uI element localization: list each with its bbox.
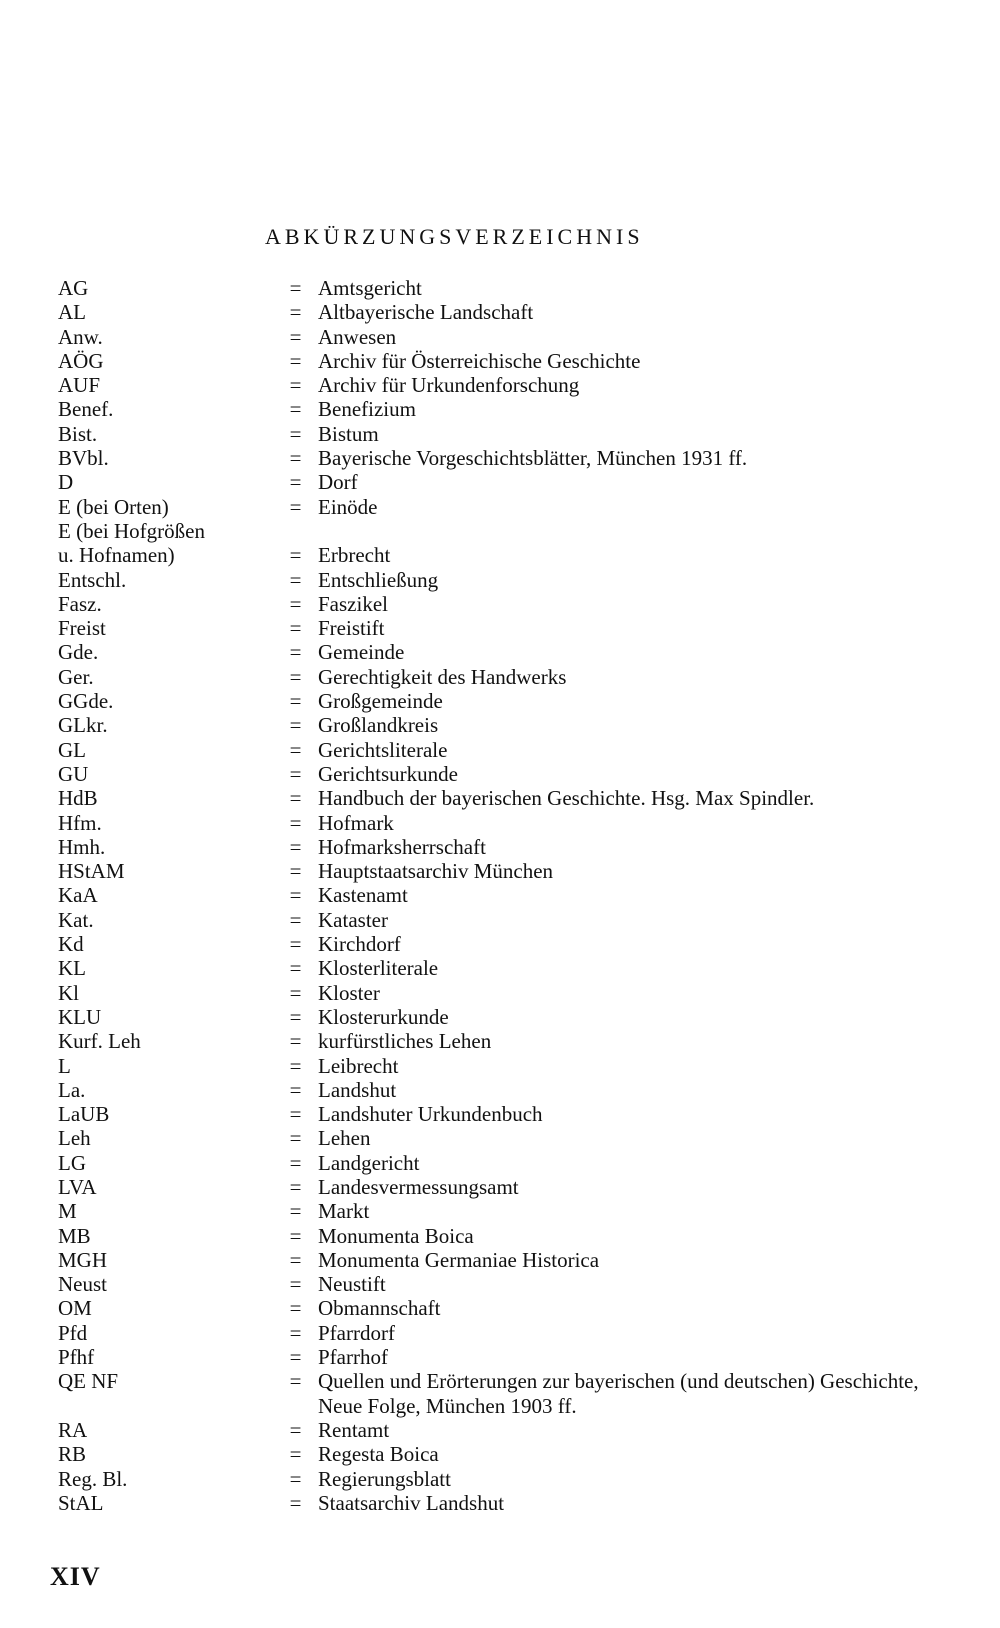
abbreviation: Freist	[58, 616, 106, 641]
abbreviation: BVbl.	[58, 446, 109, 471]
meaning: Staatsarchiv Landshut	[318, 1490, 505, 1515]
abbreviation-entry	[50, 1345, 950, 1369]
equals-sign: =	[289, 1150, 302, 1175]
equals-sign: =	[289, 640, 302, 665]
meaning: Hauptstaatsarchiv München	[318, 859, 554, 884]
meaning: Dorf	[318, 470, 358, 495]
abbreviation-entry	[50, 786, 950, 810]
abbreviation: Gde.	[58, 640, 99, 665]
equals-sign: =	[289, 1029, 302, 1054]
abbreviation-entry	[50, 1321, 950, 1345]
equals-sign: =	[289, 1320, 302, 1345]
equals-sign: =	[289, 737, 302, 762]
abbreviation: L	[58, 1053, 71, 1078]
abbreviation: GU	[58, 761, 89, 786]
equals-sign: =	[289, 276, 302, 300]
abbreviation: KLU	[58, 1004, 102, 1029]
meaning: Regierungsblatt	[318, 1466, 451, 1491]
abbreviation-entry	[50, 859, 950, 883]
meaning: Gerechtigkeit des Handwerks	[318, 664, 567, 689]
equals-sign: =	[289, 1466, 302, 1491]
meaning: Quellen und Erörterungen zur bayerischen (und deutschen) Geschichte, Neue Folge, München 1903 ff.	[318, 1369, 919, 1418]
abbreviation: Bist.	[58, 421, 98, 446]
page-title: ABKÜRZUNGSVERZEICHNIS	[265, 224, 644, 249]
abbreviation: E (bei Hofgrößen	[58, 518, 205, 543]
equals-sign: =	[289, 810, 302, 835]
equals-sign: =	[289, 543, 302, 568]
equals-sign: =	[289, 421, 302, 446]
equals-sign: =	[289, 1272, 302, 1297]
abbreviation-entry	[50, 470, 950, 494]
abbreviation-entry	[50, 1296, 950, 1320]
abbreviation-entry	[50, 300, 950, 324]
abbreviation: Hmh.	[58, 834, 106, 859]
abbreviation-entry	[50, 1272, 950, 1296]
meaning: Bayerische Vorgeschichtsblätter, München 1931 ff.	[318, 446, 748, 471]
meaning: kurfürstliches Lehen	[318, 1029, 492, 1054]
meaning: Freistift	[318, 616, 385, 641]
abbreviation: StAL	[58, 1490, 104, 1515]
equals-sign: =	[289, 786, 302, 811]
equals-sign: =	[289, 470, 302, 495]
abbreviation-entry	[50, 1005, 950, 1029]
meaning: Landshut	[318, 1077, 397, 1102]
abbreviation: LG	[58, 1150, 86, 1175]
abbreviation-entry	[50, 1199, 950, 1223]
abbreviation-entry	[50, 908, 950, 932]
equals-sign: =	[289, 1199, 302, 1224]
equals-sign: =	[289, 397, 302, 422]
abbreviation: Kat.	[58, 907, 94, 932]
equals-sign: =	[289, 300, 302, 325]
meaning: Handbuch der bayerischen Geschichte. Hsg. Max Spindler.	[318, 786, 815, 811]
meaning: Gerichtsliterale	[318, 737, 448, 762]
abbreviation: AL	[58, 300, 86, 325]
abbreviation-entry	[50, 592, 950, 616]
equals-sign: =	[289, 1223, 302, 1248]
abbreviation-entry	[50, 422, 950, 446]
meaning: Großlandkreis	[318, 713, 439, 738]
meaning: Gerichtsurkunde	[318, 761, 458, 786]
abbreviation: Hfm.	[58, 810, 102, 835]
abbreviation-entry	[50, 762, 950, 786]
equals-sign: =	[289, 1442, 302, 1467]
abbreviation-entry	[50, 1467, 950, 1491]
abbreviation: AG	[58, 276, 89, 300]
abbreviation-entry	[50, 543, 950, 567]
abbreviation: Benef.	[58, 397, 114, 422]
equals-sign: =	[289, 689, 302, 714]
equals-sign: =	[289, 591, 302, 616]
equals-sign: =	[289, 1126, 302, 1151]
meaning: Leibrecht	[318, 1053, 399, 1078]
equals-sign: =	[289, 664, 302, 689]
equals-sign: =	[289, 956, 302, 981]
abbreviation-entry	[50, 325, 950, 349]
equals-sign: =	[289, 1077, 302, 1102]
meaning: Archiv für Urkundenforschung	[318, 373, 580, 398]
meaning: Landgericht	[318, 1150, 420, 1175]
abbreviation: Neust	[58, 1272, 107, 1297]
abbreviation: GL	[58, 737, 86, 762]
abbreviation: Pfhf	[58, 1345, 95, 1370]
abbreviation-entry	[50, 640, 950, 664]
abbreviation: LVA	[58, 1174, 97, 1199]
abbreviation: Reg. Bl.	[58, 1466, 128, 1491]
equals-sign: =	[289, 616, 302, 641]
equals-sign: =	[289, 446, 302, 471]
meaning: Kataster	[318, 907, 388, 932]
meaning: Altbayerische Landschaft	[318, 300, 534, 325]
abbreviation: M	[58, 1199, 77, 1224]
meaning: Faszikel	[318, 591, 388, 616]
abbreviation: AUF	[58, 373, 101, 398]
meaning: Neustift	[318, 1272, 386, 1297]
meaning: Rentamt	[318, 1417, 390, 1442]
abbreviation-entry	[50, 1102, 950, 1126]
meaning: Benefizium	[318, 397, 416, 422]
meaning: Kloster	[318, 980, 380, 1005]
abbreviation: Kl	[58, 980, 79, 1005]
abbreviation-entry	[50, 1491, 950, 1515]
abbreviation-entry	[50, 883, 950, 907]
abbreviation-entry	[50, 495, 950, 519]
abbreviation-entry	[50, 1151, 950, 1175]
equals-sign: =	[289, 1174, 302, 1199]
abbreviation-entry	[50, 689, 950, 713]
abbreviation: Kd	[58, 932, 84, 957]
meaning: Bistum	[318, 421, 379, 446]
abbreviation: Anw.	[58, 324, 103, 349]
equals-sign: =	[289, 761, 302, 786]
abbreviation: D	[58, 470, 74, 495]
abbreviation-entry	[50, 1248, 950, 1272]
abbreviation: OM	[58, 1296, 92, 1321]
equals-sign: =	[289, 373, 302, 398]
abbreviation: E (bei Orten)	[58, 494, 169, 519]
abbreviation: Fasz.	[58, 591, 102, 616]
abbreviation-entry	[50, 1369, 950, 1418]
equals-sign: =	[289, 1417, 302, 1442]
abbreviation-entry	[50, 1224, 950, 1248]
meaning: Pfarrdorf	[318, 1320, 395, 1345]
equals-sign: =	[289, 1369, 302, 1394]
abbreviation-entry	[50, 835, 950, 859]
meaning: Hofmark	[318, 810, 394, 835]
abbreviation: Pfd	[58, 1320, 88, 1345]
meaning: Einöde	[318, 494, 378, 519]
abbreviation: MB	[58, 1223, 91, 1248]
meaning: Erbrecht	[318, 543, 391, 568]
equals-sign: =	[289, 932, 302, 957]
equals-sign: =	[289, 1247, 302, 1272]
abbreviation: MGH	[58, 1247, 108, 1272]
abbreviation-entry	[50, 616, 950, 640]
abbreviation-entry	[50, 956, 950, 980]
abbreviation: u. Hofnamen)	[58, 543, 175, 568]
abbreviation-entry	[50, 932, 950, 956]
equals-sign: =	[289, 324, 302, 349]
abbreviation: Kurf. Leh	[58, 1029, 141, 1054]
abbreviation-list	[50, 276, 950, 1515]
abbreviation-entry	[50, 397, 950, 421]
meaning: Anwesen	[318, 324, 397, 349]
equals-sign: =	[289, 567, 302, 592]
abbreviation-entry	[50, 713, 950, 737]
abbreviation-entry	[50, 811, 950, 835]
abbreviation: HdB	[58, 786, 98, 811]
abbreviation: HStAM	[58, 859, 125, 884]
abbreviation-entry	[50, 1175, 950, 1199]
equals-sign: =	[289, 907, 302, 932]
meaning: Kastenamt	[318, 883, 408, 908]
abbreviation: Leh	[58, 1126, 91, 1151]
equals-sign: =	[289, 1004, 302, 1029]
equals-sign: =	[289, 1490, 302, 1515]
meaning: Amtsgericht	[318, 276, 422, 300]
meaning: Landesvermessungsamt	[318, 1174, 519, 1199]
abbreviation-entry	[50, 1418, 950, 1442]
meaning: Entschließung	[318, 567, 439, 592]
abbreviation: KaA	[58, 883, 98, 908]
equals-sign: =	[289, 859, 302, 884]
equals-sign: =	[289, 883, 302, 908]
abbreviation: RB	[58, 1442, 87, 1467]
abbreviation-entry	[50, 1054, 950, 1078]
abbreviation: GGde.	[58, 689, 114, 714]
abbreviation-entry	[50, 373, 950, 397]
abbreviation-entry	[50, 665, 950, 689]
abbreviation: La.	[58, 1077, 86, 1102]
meaning: Regesta Boica	[318, 1442, 439, 1467]
equals-sign: =	[289, 348, 302, 373]
meaning: Pfarrhof	[318, 1345, 388, 1370]
equals-sign: =	[289, 1053, 302, 1078]
meaning: Obmannschaft	[318, 1296, 441, 1321]
abbreviation-entry	[50, 519, 950, 543]
abbreviation: LaUB	[58, 1102, 110, 1127]
abbreviation: KL	[58, 956, 86, 981]
equals-sign: =	[289, 834, 302, 859]
abbreviation: RA	[58, 1417, 88, 1442]
equals-sign: =	[289, 1345, 302, 1370]
abbreviation: QE NF	[58, 1369, 119, 1394]
meaning: Großgemeinde	[318, 689, 443, 714]
meaning: Monumenta Boica	[318, 1223, 474, 1248]
abbreviation: Entschl.	[58, 567, 127, 592]
equals-sign: =	[289, 1102, 302, 1127]
abbreviation: AÖG	[58, 348, 104, 373]
meaning: Klosterliterale	[318, 956, 439, 981]
equals-sign: =	[289, 713, 302, 738]
abbreviation-entry	[50, 568, 950, 592]
meaning: Landshuter Urkundenbuch	[318, 1102, 543, 1127]
abbreviation-entry	[50, 349, 950, 373]
abbreviation: GLkr.	[58, 713, 108, 738]
meaning: Klosterurkunde	[318, 1004, 449, 1029]
meaning: Hofmarksherrschaft	[318, 834, 486, 859]
abbreviation-entry	[50, 276, 950, 300]
meaning: Gemeinde	[318, 640, 405, 665]
meaning: Lehen	[318, 1126, 371, 1151]
abbreviation: Ger.	[58, 664, 94, 689]
equals-sign: =	[289, 980, 302, 1005]
abbreviation-entry	[50, 1442, 950, 1466]
meaning: Monumenta Germaniae Historica	[318, 1247, 600, 1272]
abbreviation-entry	[50, 1126, 950, 1150]
meaning: Archiv für Österreichische Geschichte	[318, 348, 641, 373]
page-number: XIV	[50, 1562, 101, 1591]
meaning: Kirchdorf	[318, 932, 401, 957]
equals-sign: =	[289, 494, 302, 519]
abbreviation-entry	[50, 446, 950, 470]
abbreviation-entry	[50, 981, 950, 1005]
equals-sign: =	[289, 1296, 302, 1321]
abbreviation-entry	[50, 1078, 950, 1102]
abbreviation-entry	[50, 738, 950, 762]
abbreviation-entry	[50, 1029, 950, 1053]
meaning: Markt	[318, 1199, 370, 1224]
